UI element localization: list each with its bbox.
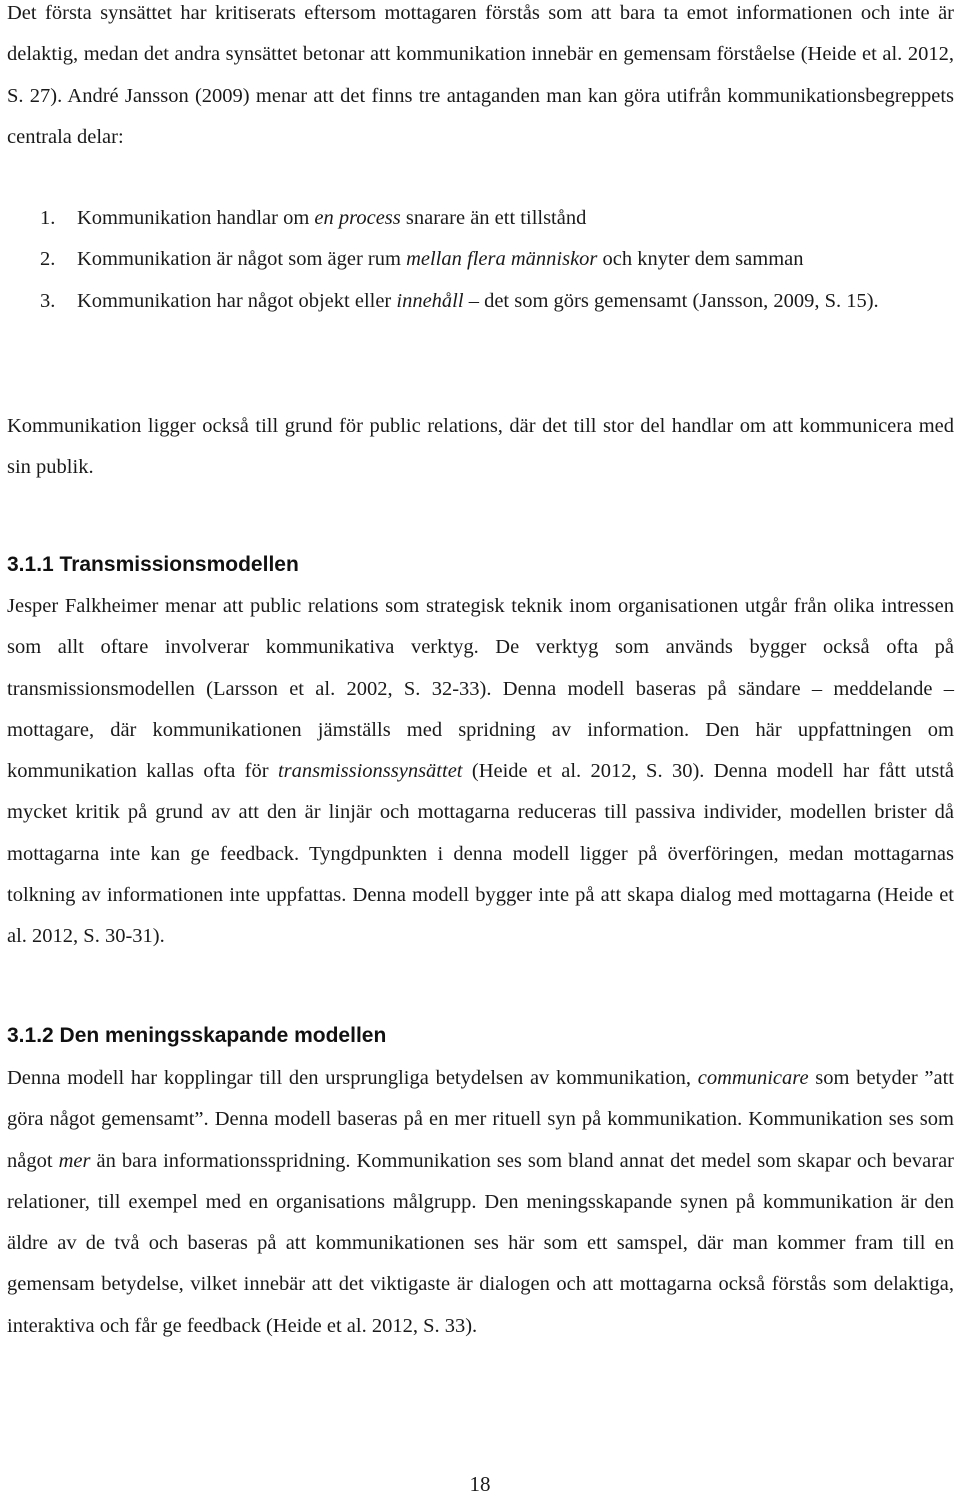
body-text: som betyder ”att göra något gemensamt”. Denna modell baseras på en mer rituell syn på kommunikation. Kommunikation ses som något [7, 1067, 954, 1172]
paragraph-text: Kommunikation ligger också till grund för public relations, där det till stor del handlar om att kommunicera med sin publik. [7, 415, 954, 479]
list-text: – det som görs gemensamt (Jansson, 2009, S. 15). [463, 289, 879, 312]
paragraph [7, 406, 954, 489]
list-number: 3. [40, 289, 56, 312]
list-item [40, 281, 955, 322]
body-emphasis: transmissionssynsättet [277, 760, 463, 783]
list-item [40, 198, 955, 239]
body-text: Denna modell har kopplingar till den ursprungliga betydelsen av kommunikation, [7, 1067, 698, 1089]
numbered-list [40, 198, 955, 322]
list-text: snarare än ett tillstånd [400, 207, 587, 229]
list-emphasis: en process [314, 207, 401, 229]
body-emphasis: communicare [697, 1067, 809, 1089]
list-text: Kommunikation handlar om [77, 207, 315, 229]
section-body [7, 1058, 954, 1347]
body-text: än bara informationsspridning. Kommunikation ses som bland annat det medel som skapar och bevarar relationer, till exempel med en organisations målgrupp. Den meningsskapande synen på kommunikation är den äldre av de två och baseras på att kommunikationen ses här som ett samspel, där man kommer fram till en gemensam betydelse, vilket innebär att det viktigaste är dialogen och att mottagarna också förstås som delaktiga, interaktiva och får ge feedback (Heide et al. 2012, S. 33). [7, 1149, 954, 1337]
list-text: Kommunikation har något objekt eller [77, 289, 397, 312]
intro-paragraph [7, 0, 954, 158]
section-heading: 3.1.1 Transmissionsmodellen [7, 553, 299, 576]
body-emphasis: mer [58, 1149, 91, 1172]
body-text: (Heide et al. 2012, S. 30). Denna modell har fått utstå mycket kritik på grund av att den är linjär och mottagarna reduceras till passiva individer, modellen brister då mottagarna inte kan ge feedback. Tyngdpunkten i denna modell ligger på överföringen, medan mottagarnas tolkning av informationen inte uppfattas. Denna modell bygger inte på att skapa dialog med mottagarna (Heide et al. 2012, S. 30-31). [7, 760, 954, 948]
section-heading: 3.1.2 Den meningsskapande modellen [7, 1024, 387, 1047]
page-number: 18 [469, 1472, 491, 1496]
intro-text: Det första synsättet har kritiserats eftersom mottagaren förstås som att bara ta emot informationen och inte är delaktig, medan det andra synsättet betonar att kommunikation innebär en gemensam förståelse (Heide et al. 2012, S. 27). André Jansson (2009) menar att det finns tre antaganden man kan göra utifrån kommunikationsbegreppets centrala delar: [7, 2, 954, 148]
list-number: 2. [40, 248, 56, 271]
list-text: och knyter dem samman [597, 248, 804, 271]
body-text: Jesper Falkheimer menar att public relations som strategisk teknik inom organisationen utgår från olika intressen som allt oftare involverar kommunikativa verktyg. De verktyg som används bygger också ofta på transmissionsmodellen (Larsson et al. 2002, S. 32-33). Denna modell baseras på sändare – meddelande – mottagare, där kommunikationen jämställs med spridning av information. Den här uppfattningen om kommunikation kallas ofta för [7, 595, 954, 783]
list-item [40, 239, 955, 280]
list-emphasis: innehåll [396, 289, 464, 312]
section-body [7, 586, 954, 958]
list-emphasis: mellan flera människor [406, 248, 598, 271]
list-text: Kommunikation är något som äger rum [77, 248, 407, 271]
list-number: 1. [40, 207, 56, 229]
